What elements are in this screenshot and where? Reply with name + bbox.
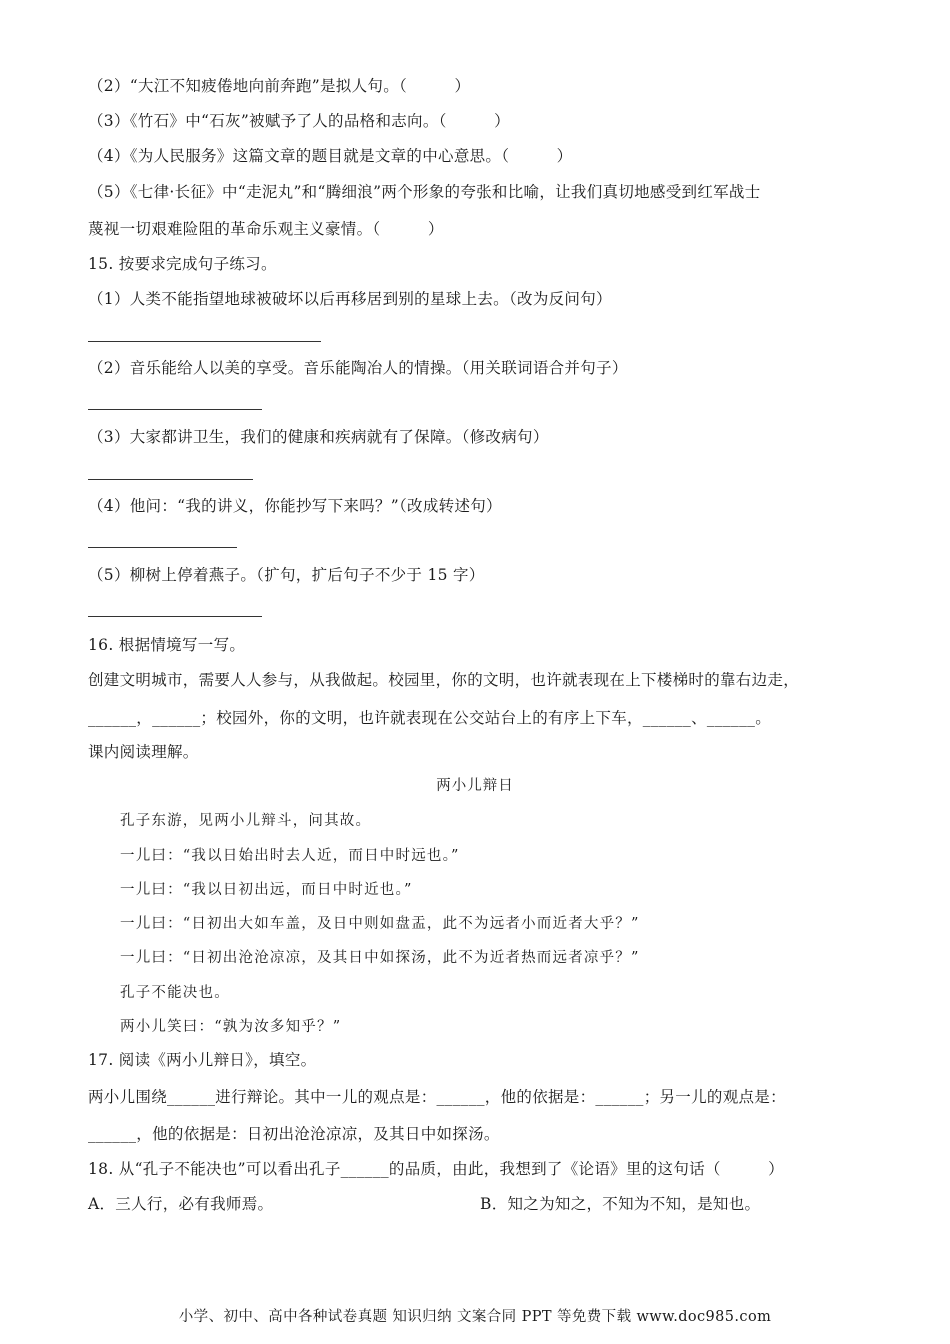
q15-item-3: （3）大家都讲卫生，我们的健康和疾病就有了保障。（修改病句） xyxy=(88,428,549,446)
q16-text-line-1: 创建文明城市，需要人人参与，从我做起。校园里，你的文明，也许就表现在上下楼梯时的靠右边走， xyxy=(88,671,800,689)
classical-line: 一儿曰：“日初出沧沧凉凉，及其日中如探汤，此不为近者热而远者凉乎？” xyxy=(120,950,640,966)
q14-item-5-cont: 蔑视一切艰难险阻的革命乐观主义豪情。（ ） xyxy=(88,220,444,238)
reading-intro: 课内阅读理解。 xyxy=(88,743,199,761)
q15-item-5: （5）柳树上停着燕子。（扩句，扩后句子不少于 15 字） xyxy=(88,566,485,584)
q18-question: 18. 从“孔子不能决也”可以看出孔子______的品质，由此，我想到了《论语》里的这句话（ ） xyxy=(88,1160,784,1178)
q18-option-a[interactable]: A．三人行，必有我师焉。 xyxy=(88,1195,274,1213)
q18-option-b[interactable]: B．知之为知之，不知为不知，是知也。 xyxy=(480,1195,761,1213)
answer-line[interactable] xyxy=(88,341,321,342)
answer-line[interactable] xyxy=(88,616,262,617)
q14-item-5: （5）《七律·长征》中“走泥丸”和“腾细浪”两个形象的夸张和比喻，让我们真切地感受到红军战士 xyxy=(88,183,761,201)
classical-line: 一儿曰：“我以日初出远，而日中时近也。” xyxy=(120,882,413,898)
classical-line: 孔子不能决也。 xyxy=(120,985,230,1001)
q16-text-line-2: ______，______；校园外，你的文明，也许就表现在公交站台上的有序上下车，______、______。 xyxy=(88,709,772,727)
classical-line: 一儿曰：“日初出大如车盖，及日中则如盘盂，此不为远者小而近者大乎？” xyxy=(120,916,640,932)
page-footer: 小学、初中、高中各种试卷真题 知识归纳 文案合同 PPT 等免费下载 www.doc985.com xyxy=(178,1309,772,1325)
q17-text-line-2: ______，他的依据是：日初出沧沧凉凉，及其日中如探汤。 xyxy=(88,1125,500,1143)
q15-item-4: （4）他问：“我的讲义，你能抄写下来吗？”（改成转述句） xyxy=(88,497,502,515)
classical-line: 一儿曰：“我以日始出时去人近，而日中时远也。” xyxy=(120,848,460,864)
answer-line[interactable] xyxy=(88,547,237,548)
q14-item-4: （4）《为人民服务》这篇文章的题目就是文章的中心意思。（ ） xyxy=(88,147,573,165)
answer-line[interactable] xyxy=(88,409,262,410)
q16-title: 16. 根据情境写一写。 xyxy=(88,636,246,654)
q15-item-2: （2）音乐能给人以美的享受。音乐能陶冶人的情操。（用关联词语合并句子） xyxy=(88,359,628,377)
q14-item-3: （3）《竹石》中“石灰”被赋予了人的品格和志向。（ ） xyxy=(88,112,510,130)
q15-title: 15. 按要求完成句子练习。 xyxy=(88,255,277,273)
classical-line: 两小儿笑曰：“孰为汝多知乎？” xyxy=(120,1019,342,1035)
q17-title: 17. 阅读《两小儿辩日》，填空。 xyxy=(88,1051,317,1069)
q17-text-line-1: 两小儿围绕______进行辩论。其中一儿的观点是：______，他的依据是：______；另一儿的观点是： xyxy=(88,1088,786,1106)
q14-item-2: （2）“大江不知疲倦地向前奔跑”是拟人句。（ ） xyxy=(88,77,471,95)
classical-line: 孔子东游，见两小儿辩斗，问其故。 xyxy=(120,813,372,829)
classical-title: 两小儿辩日 xyxy=(436,778,514,794)
answer-line[interactable] xyxy=(88,479,253,480)
q15-item-1: （1）人类不能指望地球被破坏以后再移居到别的星球上去。（改为反问句） xyxy=(88,290,612,308)
